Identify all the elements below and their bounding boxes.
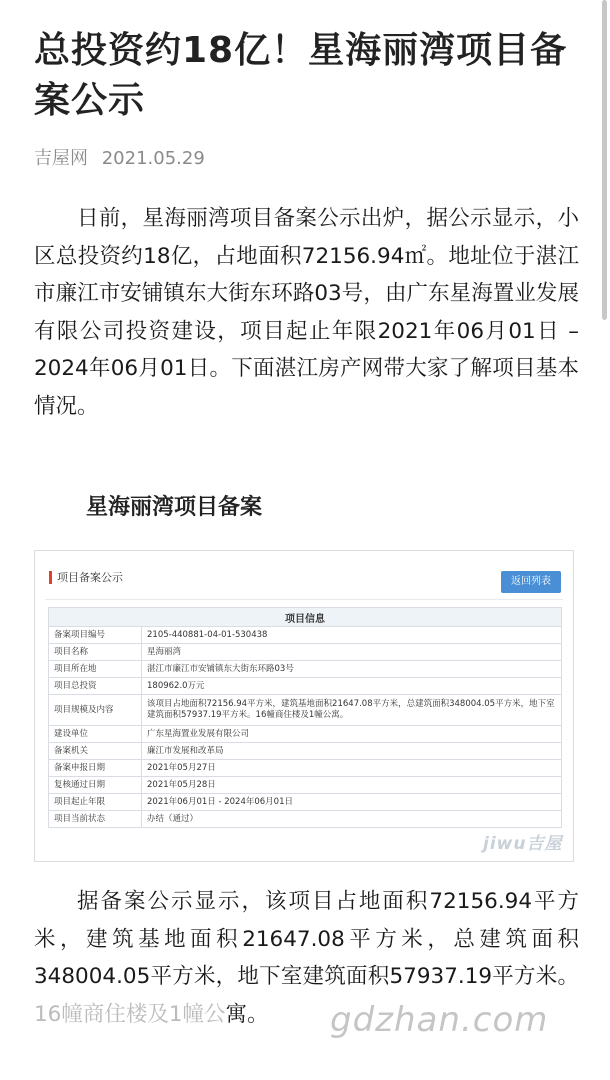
back-to-list-button: 返回列表: [501, 571, 561, 593]
row-label: 复核通过日期: [49, 777, 142, 794]
article-meta: [34, 144, 213, 170]
record-screenshot-image[interactable]: [34, 550, 574, 862]
article-subheading: 星海丽湾项目备案: [86, 495, 263, 520]
paragraph-main-text: 据备案公示显示，该项目占地面积72156.94平方米，建筑基地面积21647.08平方米，总建筑面积348004.05平方米，地下室建筑面积57937.19平方米。: [34, 889, 579, 989]
row-value: 办结（通过）: [142, 811, 562, 828]
row-value: 2021年06月01日 - 2024年06月01日: [142, 794, 562, 811]
paragraph-end-text: 寓。: [225, 1001, 269, 1027]
row-value: 2021年05月28日: [142, 777, 562, 794]
article-date: 2021.05.29: [101, 148, 205, 169]
row-label: 项目起止年限: [49, 794, 142, 811]
row-value: 星海丽湾: [142, 644, 562, 661]
table-row: [49, 794, 562, 811]
row-value: 湛江市廉江市安铺镇东大街东环路03号: [142, 661, 562, 678]
row-label: 项目名称: [49, 644, 142, 661]
record-info-table: [48, 607, 562, 828]
table-row: [49, 627, 562, 644]
table-row: [49, 760, 562, 777]
divider: [45, 599, 563, 600]
row-label: 建设单位: [49, 726, 142, 743]
table-row: [49, 811, 562, 828]
jiwu-logo: jiwu吉屋: [483, 834, 563, 854]
site-watermark: gdzhan.com: [330, 1000, 549, 1040]
table-row: [49, 661, 562, 678]
table-row: [49, 644, 562, 661]
row-label: 项目总投资: [49, 678, 142, 695]
row-label: 项目规模及内容: [49, 695, 142, 726]
article-paragraph-intro: 日前，星海丽湾项目备案公示出炉，据公示显示，小区总投资约18亿，占地面积72156.94㎡。地址位于湛江市廉江市安铺镇东大街东环路03号，由广东星海置业发展有限公司投资建设，项目起止年限2021年06月01日 – 2024年06月01日。下面湛江房产网带大家了解项目基本情况。: [34, 206, 579, 419]
row-label: 项目当前状态: [49, 811, 142, 828]
row-value: 2105-440881-04-01-530438: [142, 627, 562, 644]
row-value: 2021年05月27日: [142, 760, 562, 777]
table-row: [49, 695, 562, 726]
row-label: 备案申报日期: [49, 760, 142, 777]
table-row: [49, 777, 562, 794]
row-value: 180962.0万元: [142, 678, 562, 695]
table-row: [49, 678, 562, 695]
heading-accent-bar: [49, 571, 52, 584]
paragraph-obscured-text: 16幢商住楼及1幢公: [34, 1001, 226, 1027]
table-row: [49, 726, 562, 743]
row-value: 广东星海置业发展有限公司: [142, 726, 562, 743]
row-value: 廉江市发展和改革局: [142, 743, 562, 760]
row-label: 备案机关: [49, 743, 142, 760]
row-label: 项目所在地: [49, 661, 142, 678]
row-value: 该项目占地面积72156.94平方米，建筑基地面积21647.08平方米，总建筑面积348004.05平方米，地下室建筑面积57937.19平方米。16幢商住楼及1幢公寓。: [142, 695, 562, 726]
article-source[interactable]: 吉屋网: [34, 148, 88, 169]
article-title: 总投资约18亿！星海丽湾项目备案公示: [34, 30, 568, 121]
scrollbar[interactable]: [602, 0, 607, 320]
record-heading: 项目备案公示: [57, 571, 123, 584]
table-row: [49, 743, 562, 760]
row-label: 备案项目编号: [49, 627, 142, 644]
table-title: 项目信息: [49, 608, 562, 627]
